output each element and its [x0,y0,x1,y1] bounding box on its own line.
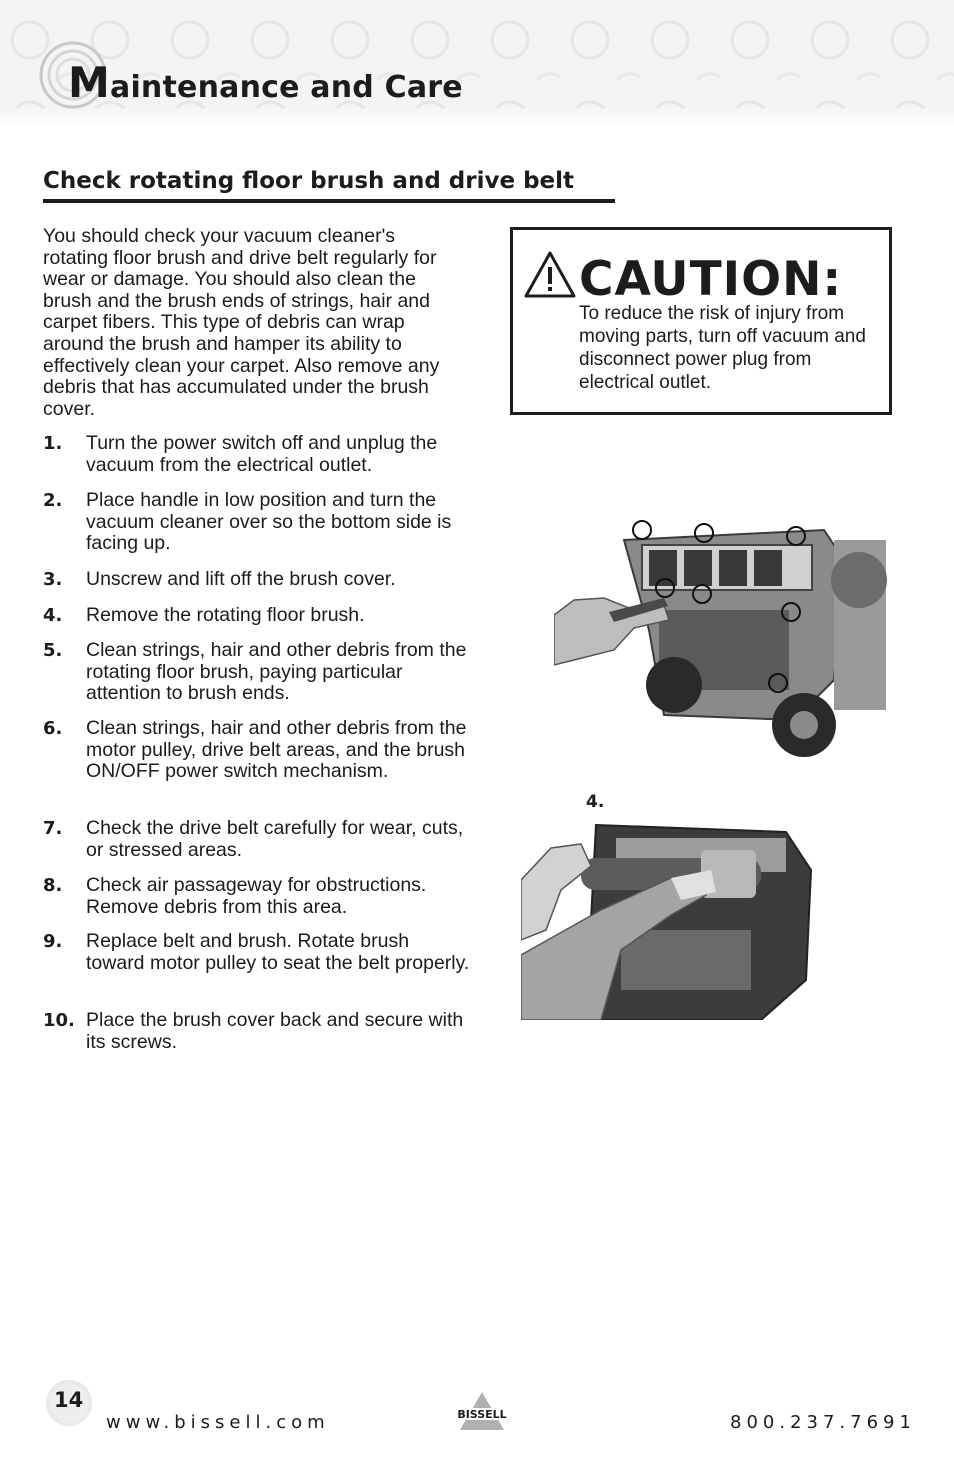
step-number: 6. [43,718,63,739]
step-number: 1. [43,433,63,454]
phone-number: 800.237.7691 [730,1412,916,1433]
figure-4-label: 4. [586,792,605,812]
warning-triangle-icon [523,250,577,300]
svg-text:BISSELL: BISSELL [457,1408,507,1421]
step-number: 3. [43,569,63,590]
figure-4-photo [521,820,831,1020]
bissell-logo [446,1390,518,1432]
step-text: Place the brush cover back and secure with its screws. [86,1009,464,1053]
step-number: 5. [43,640,63,661]
website-url: www.bissell.com [106,1412,330,1433]
page-title-initial: M [68,58,110,107]
step-number: 4. [43,605,63,626]
step-text: Unscrew and lift off the brush cover. [86,568,396,590]
step-number: 7. [43,818,63,839]
page-title [68,58,463,107]
step-number: 10. [43,1010,75,1031]
page-title-rest: aintenance and Care [110,70,463,105]
step-text: Check the drive belt carefully for wear, cuts, or stressed areas. [86,817,464,861]
step-text: Place handle in low position and turn the vacuum cleaner over so the bottom side is facing up. [86,489,452,555]
step-text: Remove the rotating floor brush. [86,604,365,626]
page-number: 14 [54,1388,84,1412]
intro-paragraph: You should check your vacuum cleaner's rotating floor brush and drive belt regularly for wear or damage. You should also clean the brush and the brush ends of strings, hair and carpet fibers. This type of debris can wrap around the brush and hamper its ability to effectively clean your carpet. Also remove any debris that has accumulated under the brush cover. [43,225,440,420]
header-fade [0,108,954,128]
step-number: 2. [43,490,63,511]
step-text: Replace belt and brush. Rotate brush toward motor pulley to seat the belt properly. [86,930,470,974]
figure-3-photo [554,520,888,760]
caution-box [510,227,892,415]
step-number: 9. [43,931,63,952]
step-number: 8. [43,875,63,896]
step-text: Clean strings, hair and other debris from the motor pulley, drive belt areas, and the brush ON/OFF power switch mechanism. [86,717,467,783]
caution-text: To reduce the risk of injury from moving parts, turn off vacuum and disconnect power plug from electrical outlet. [579,303,866,393]
step-text: Check air passageway for obstructions. Remove debris from this area. [86,874,427,918]
step-text: Clean strings, hair and other debris from the rotating floor brush, paying particular attention to brush ends. [86,639,467,705]
caution-title: CAUTION: [579,252,843,307]
section-heading: Check rotating floor brush and drive belt [43,168,615,203]
step-text: Turn the power switch off and unplug the vacuum from the electrical outlet. [86,432,438,476]
